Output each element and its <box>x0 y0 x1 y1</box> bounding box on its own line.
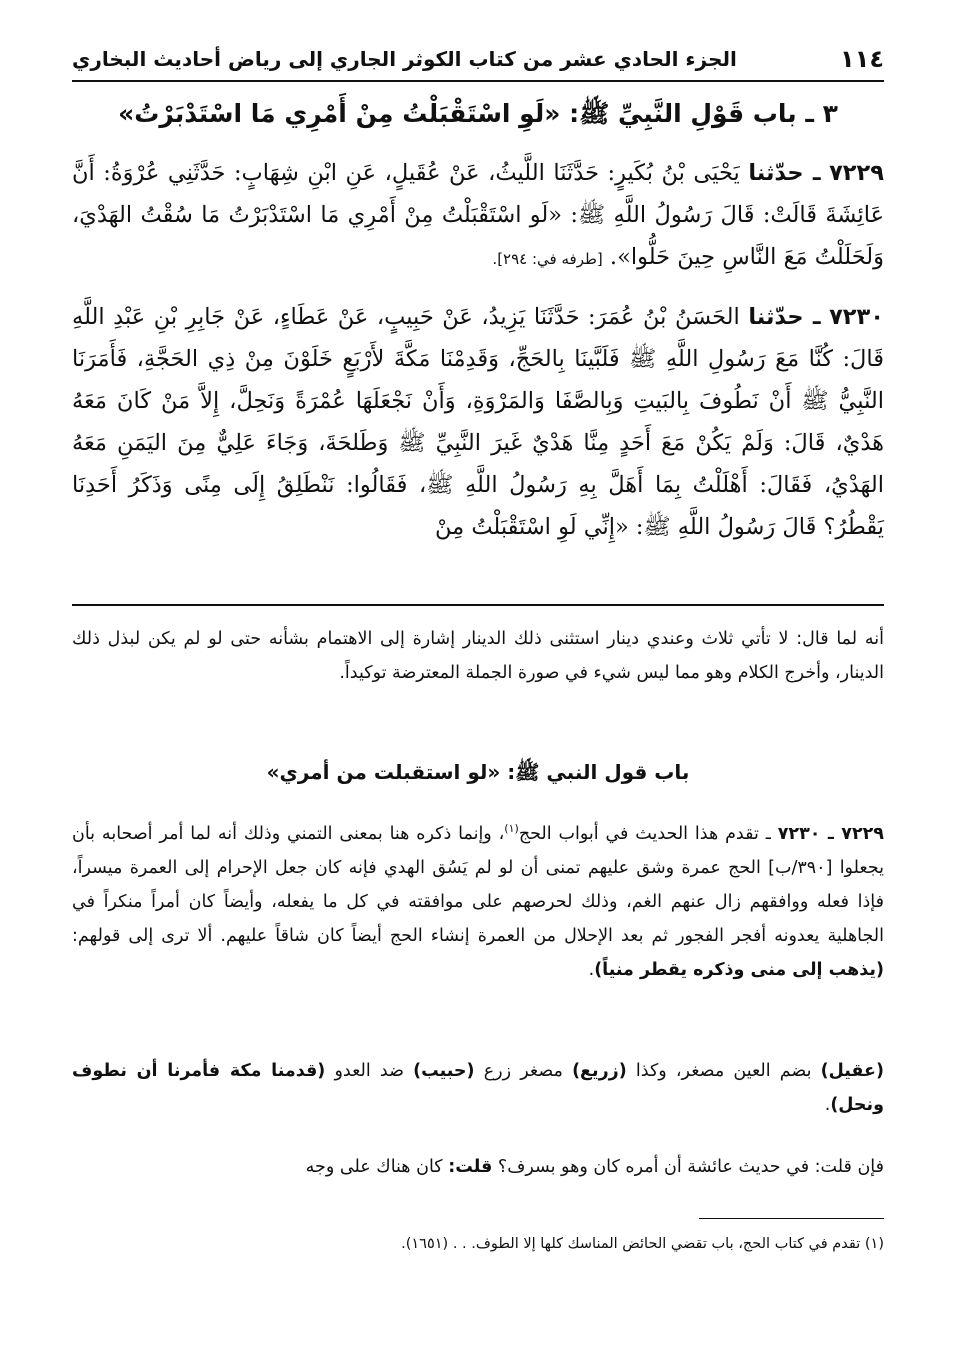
commentary-text: فإن قلت: في حديث عائشة أن أمره كان وهو بسرف؟ <box>497 1157 884 1177</box>
commentary-paragraph-3 <box>72 1150 884 1184</box>
page-header <box>72 38 884 82</box>
commentary-text: كان هناك على وجه <box>305 1157 443 1177</box>
glossed-term: (عقيل) <box>820 1061 884 1081</box>
chapter-title <box>72 98 884 135</box>
commentary-text: ـ تقدم هذا الحديث في أبواب الحج <box>518 823 771 844</box>
section-divider <box>72 604 884 606</box>
commentary-text: أنه لما قال: لا تأتي ثلاث وعندي دينار استثنى ذلك الدينار إشارة إلى الاهتمام بشأنه حتى لو لم يكن لبذل ذلك الدينار، وأخرج الكلام وهو مما ليس شيء في صورة الجملة المعترضة توكيداً. <box>72 629 884 683</box>
chapter-number: ٣ <box>822 99 838 128</box>
glossed-term: (قدمنا مكة فأمرنا أن نطوف ونحل) <box>72 1061 884 1115</box>
commentary-text: ، وإنما ذكره هنا بمعنى التمني وذلك أنه لما أمر أصحابه بأن يجعلوا [٣٩٠/ب] الحج عمرة وشق عليهم تمنى أن لو لم يَسُق الهدي فإنه كان جعل الإحرام إلى العمرة ميسراً، فإذا فعله ووافقهم زال عنهم الغم، وذلك لحرصهم على موافقته في كل ما يفعله، وأيضاً كان أمراً منكراً في الجاهلية يعدونه أفجر الفجور ثم بعد الإحلال من العمرة إنشاء الحج أيضاً كان شاقاً عليهم. ألا ترى إلى قولهم: <box>72 823 884 946</box>
book-page <box>72 0 884 1366</box>
glossed-term: (حبيب) <box>413 1061 475 1081</box>
hadith-7229 <box>72 152 884 280</box>
hadith-numbers: ٧٢٢٩ ـ ٧٢٣٠ <box>777 823 884 844</box>
footnote-divider <box>699 1218 884 1219</box>
commentary-paragraph-2 <box>72 1054 884 1122</box>
commentary-paragraph-1 <box>72 812 884 987</box>
footnote-text: تقدم في كتاب الحج، باب تقضي الحائض المناسك كلها إلا الطوف. . . (١٦٥١). <box>401 1236 861 1252</box>
chapter-title-text: ـ باب قَوْلِ النَّبِيِّ ﷺ: «لَوِ اسْتَقْبَلْتُ مِنْ أَمْرِي مَا اسْتَدْبَرْتُ» <box>118 99 814 128</box>
quoted-phrase: (يذهب إلى منى وذكره يقطر منياً) <box>594 959 884 980</box>
commentary-text: مصغر زرع <box>483 1061 563 1081</box>
hadith-lead: ـ حدّثنا <box>748 160 821 186</box>
hadith-number: ٧٢٣٠ <box>829 304 885 330</box>
hadith-number: ٧٢٢٩ <box>829 160 885 186</box>
glossed-term: (زريع) <box>572 1061 627 1081</box>
commentary-carry-over <box>72 622 884 690</box>
commentary-text: ضد العدو <box>334 1061 404 1081</box>
footnote <box>72 1232 884 1256</box>
footnote-number: (١) <box>864 1236 884 1252</box>
hadith-7230 <box>72 296 884 548</box>
hadith-text: الحَسَنُ بْنُ عُمَرَ: حَدَّثَنَا يَزِيدُ، عَنْ حَبِيبٍ، عَنْ عَطَاءٍ، عَنْ جَابِرِ بْنِ عَبْدِ اللَّهِ قَالَ: كُنَّا مَعَ رَسُولِ اللَّهِ ﷺ فَلَبَّينَا بِالحَجِّ، وَقَدِمْنَا مَكَّةَ لأَرْبَعٍ خَلَوْنَ مِنْ ذِي الحَجَّةِ، فَأَمَرَنَا النَّبِيُّ ﷺ أَنْ نَطُوفَ بِالبَيتِ وَبِالصَّفَا وَالمَرْوَةِ، وَأَنْ نَجْعَلَهَا عُمْرَةً وَنَحِلَّ، إِلاَّ مَنْ كَانَ مَعَهُ هَدْيٌ، قَالَ: وَلَمْ يَكُنْ مَعَ أَحَدٍ مِنَّا هَدْيٌ غَيرَ النَّبِيِّ ﷺ وَطَلحَةَ، وَجَاءَ عَلِيٌّ مِنَ اليَمَنِ مَعَهُ الهَدْيُ، فَقَالَ: أَهْلَلْتُ بِمَا أَهَلَّ بِهِ رَسُولُ اللَّهِ ﷺ، فَقَالُوا: نَنْطَلِقُ إِلَى مِنًى وَذَكَرُ أَحَدِنَا يَقْطُرُ؟ قَالَ رَسُولُ اللَّهِ ﷺ: «إِنِّي لَوِ اسْتَقْبَلْتُ مِنْ <box>72 304 884 540</box>
answer-label: قلت: <box>448 1157 493 1177</box>
footnote-marker[interactable]: (١) <box>504 822 519 835</box>
punctuation: . <box>824 1095 831 1115</box>
hadith-lead: ـ حدّثنا <box>748 304 821 330</box>
page-number: ١١٤ <box>840 45 884 73</box>
commentary-text: بضم العين مصغر، وكذا <box>635 1061 812 1081</box>
hadith-text: يَحْيَى بْنُ بُكَيرٍ: حَدَّثَنَا اللَّيثُ، عَنْ عُقَيلٍ، عَنِ ابْنِ شِهَابٍ: حَدَّثَنِي عُرْوَةُ: أَنَّ عَائِشَةَ قَالَتْ: قَالَ رَسُولُ اللَّهِ ﷺ: «لَو اسْتَقْبَلْتُ مِنْ أَمْرِي مَا اسْتَدْبَرْتُ مَا سُقْتُ الهَدْيَ، وَلَحَلَلْتُ مَعَ النَّاسِ حِينَ حَلُّوا». <box>72 160 884 270</box>
running-title: الجزء الحادي عشر من كتاب الكوثر الجاري إلى رياض أحاديث البخاري <box>72 47 737 71</box>
commentary-heading: باب قول النبي ﷺ: «لو استقبلت من أمري» <box>266 760 690 784</box>
punctuation: . <box>588 959 595 980</box>
cross-reference: [طرفه في: ٢٩٤]. <box>492 250 603 268</box>
